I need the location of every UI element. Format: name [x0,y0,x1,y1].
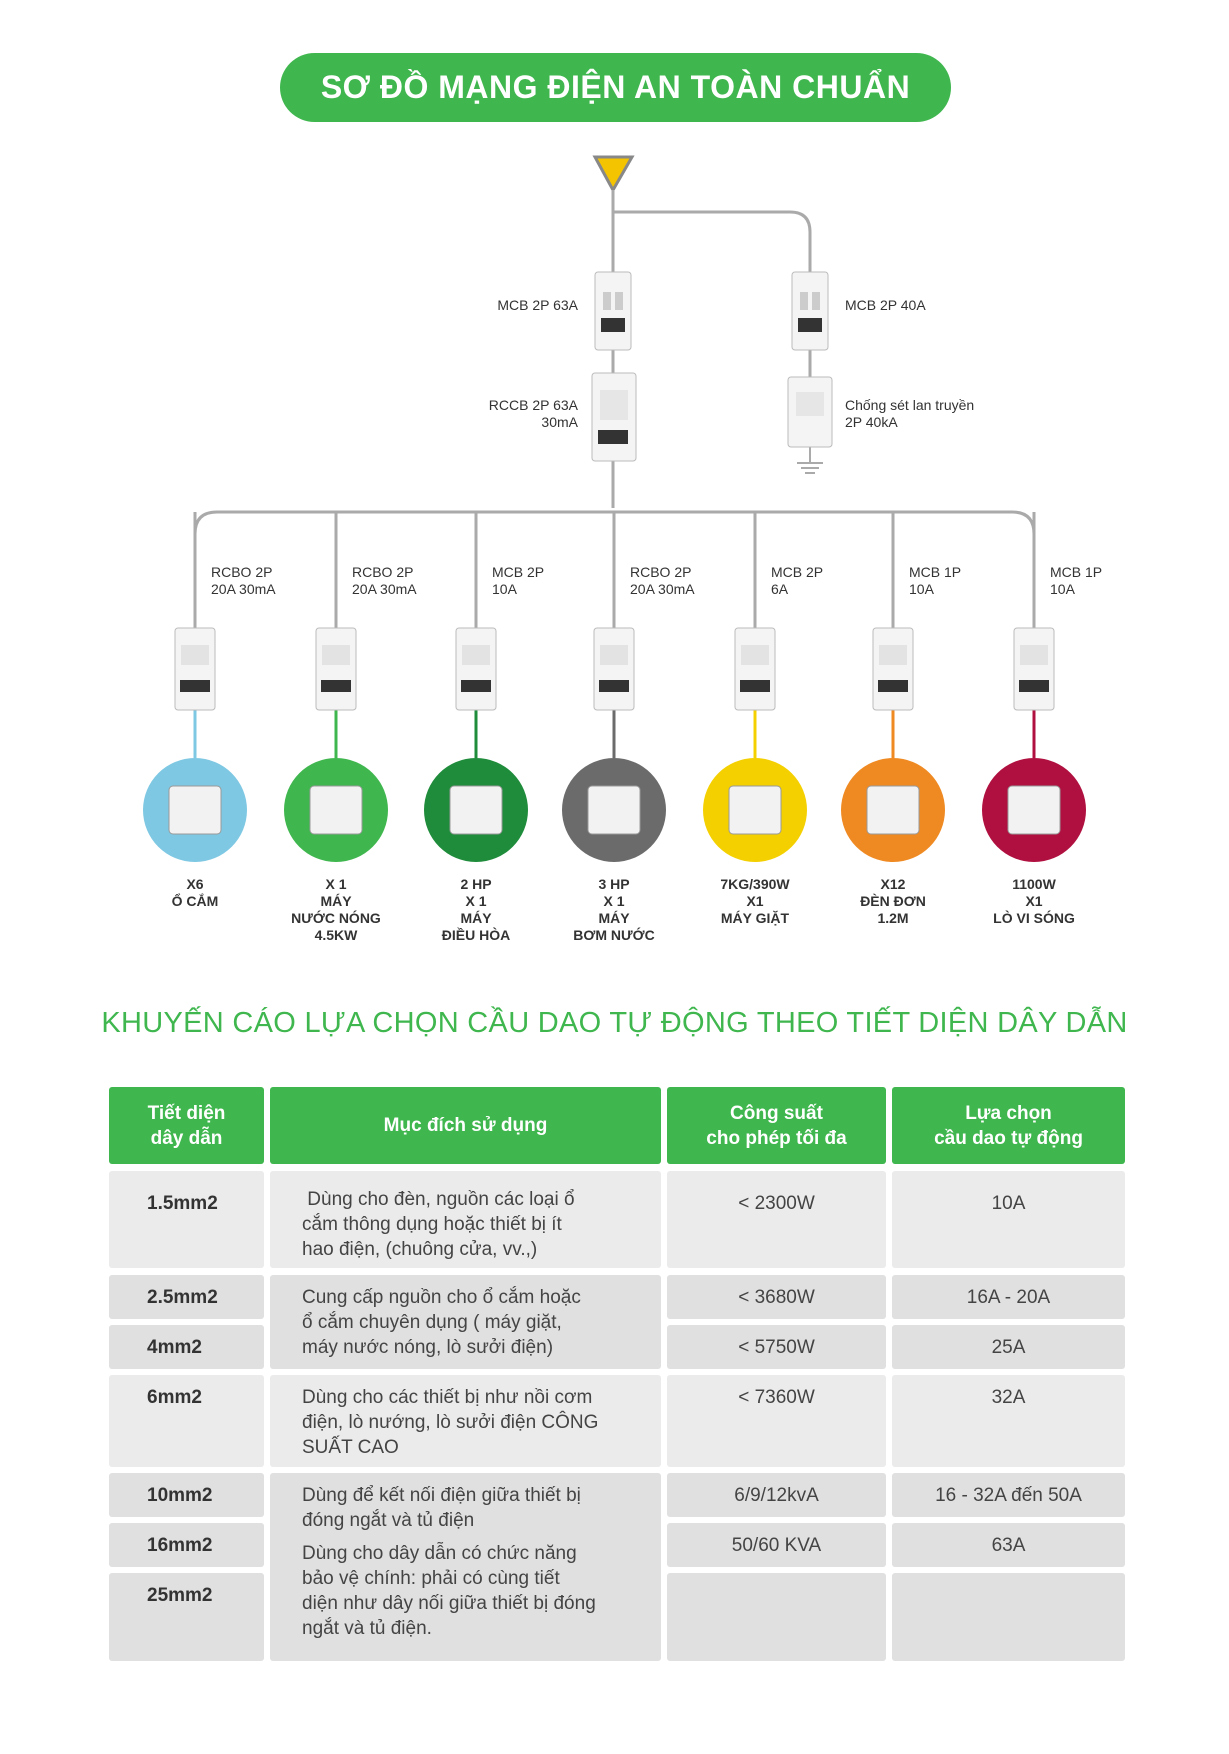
device-label-line: X12 [880,876,906,892]
table-cell-breaker: 63A [892,1523,1125,1567]
branch-breaker-icon [594,628,634,710]
branch-breaker-icon [456,628,496,710]
device-label [549,876,679,944]
table-cell-size: 25mm2 [109,1573,264,1661]
breaker-terminal [1019,680,1049,692]
section-title: KHUYẾN CÁO LỰA CHỌN CẦU DAO TỰ ĐỘNG THEO TIẾT DIỆN DÂY DẪN [101,1007,1128,1039]
device-label-line: 7KG/390W [720,876,790,892]
branch-breaker-label-line1: RCBO 2P [630,564,692,580]
table-cell-power: < 2300W [667,1171,886,1268]
surge-label-line2: 2P 40kA [845,414,898,430]
device-label [690,876,820,927]
device-label-line: X1 [1025,893,1043,909]
device-label-line: 3 HP [598,876,630,892]
breaker-toggle [879,645,907,665]
page-title: SƠ ĐỒ MẠNG ĐIỆN AN TOÀN CHUẨN [280,53,951,122]
breaker-toggle [1020,645,1048,665]
table-cell-size: 1.5mm2 [109,1171,264,1268]
device-label-line: X 1 [603,893,625,909]
device-label-line: MÁY GIẶT [720,910,790,926]
table-cell-breaker: 25A [892,1325,1125,1369]
branch-breaker-label-line1: MCB 1P [909,564,962,580]
table-cell-power [667,1573,886,1661]
table-cell-breaker: 16 - 32A đến 50A [892,1473,1125,1517]
branch-breaker-label-line1: MCB 2P [771,564,824,580]
mcb-surge-icon [792,272,828,350]
branch-breaker-icon [175,628,215,710]
table-cell-purpose: Cung cấp nguồn cho ổ cắm hoặc ổ cắm chuyên dụng ( máy giặt, máy nước nóng, lò sưởi điện) [270,1275,661,1369]
branch-breaker-icon [735,628,775,710]
device-label-line: 1.2M [877,910,909,926]
table-header-breaker: Lựa chọn cầu dao tự động [892,1087,1125,1164]
power-supply-icon [595,157,632,190]
device-label-line: X6 [186,876,204,892]
rccb-label-line2: 30mA [541,414,578,430]
branch-breaker-label-line2: 10A [1050,581,1075,597]
device-label [828,876,958,927]
device-appliance [729,786,781,834]
device-label-line: ĐÈN ĐƠN [860,893,926,909]
branch-breaker-icon [873,628,913,710]
table-cell-purpose-merged [270,1473,661,1661]
device-label-line: X 1 [325,876,347,892]
table-cell-breaker: 16A - 20A [892,1275,1125,1319]
branch-breaker-label-line2: 6A [771,581,789,597]
ground-icon [797,445,823,473]
breaker-terminal [180,680,210,692]
branch-breaker-icon [316,628,356,710]
table-header-power: Công suất cho phép tối đa [667,1087,886,1164]
device-appliance [450,786,502,834]
breaker-terminal [321,680,351,692]
device-label-line: 1100W [1012,876,1056,892]
device-appliance [588,786,640,834]
table-cell-size: 6mm2 [109,1375,264,1467]
device-label-line: MÁY [460,910,492,926]
surge-label-line1: Chống sét lan truyền [845,397,975,413]
branch-breaker-label-line2: 20A 30mA [211,581,276,597]
table-cell-power: < 3680W [667,1275,886,1319]
device-appliance [169,786,221,834]
table-cell-power: 50/60 KVA [667,1523,886,1567]
table-cell-size: 2.5mm2 [109,1275,264,1319]
device-label-line: BƠM NƯỚC [573,927,655,943]
table-cell-power: < 5750W [667,1325,886,1369]
table-cell-purpose: Dùng cho các thiết bị như nồi cơm điện, lò nướng, lò sưởi điện CÔNG SUẤT CAO [270,1375,661,1467]
table-cell-size: 4mm2 [109,1325,264,1369]
breaker-toggle [462,645,490,665]
branch-breaker-label-line1: MCB 2P [492,564,545,580]
table-cell-breaker [892,1573,1125,1661]
branch-breaker-label-line1: RCBO 2P [352,564,414,580]
device-label-line: NƯỚC NÓNG [291,910,381,926]
branch-breaker-label-line1: RCBO 2P [211,564,273,580]
device-label [271,876,401,944]
breaker-terminal [740,680,770,692]
device-label-line: MÁY [598,910,630,926]
device-appliance [1008,786,1060,834]
device-label-line: 4.5KW [314,927,358,943]
breaker-terminal [599,680,629,692]
device-label-line: X 1 [465,893,487,909]
breaker-toggle [322,645,350,665]
device-appliance [310,786,362,834]
table-cell-power: 6/9/12kvA [667,1473,886,1517]
table-cell-purpose: Dùng cho đèn, nguồn các loại ổ cắm thông dụng hoặc thiết bị ít hao điện, (chuông cửa, vv.,) [270,1171,661,1268]
branch-breaker-label-line2: 20A 30mA [352,581,417,597]
breaker-terminal [461,680,491,692]
breaker-toggle [600,645,628,665]
device-label [130,876,260,910]
table-cell-breaker: 32A [892,1375,1125,1467]
table-cell-size: 10mm2 [109,1473,264,1517]
device-label-line: 2 HP [460,876,492,892]
table-header-size: Tiết diện dây dẫn [109,1087,264,1164]
purpose-text: Dùng để kết nối điện giữa thiết bị đóng ngắt và tủ điện [302,1485,581,1531]
device-label-line: X1 [746,893,764,909]
table-cell-size: 16mm2 [109,1523,264,1567]
surge-protector-icon [788,377,832,447]
mcb-main-icon [595,272,631,350]
rccb-label-line1: RCCB 2P 63A [488,397,578,413]
mcb-surge-label: MCB 2P 40A [845,297,926,313]
device-label-line: LÒ VI SÓNG [993,910,1075,926]
mcb-main-label: MCB 2P 63A [497,297,578,313]
device-label-line: Ổ CẮM [171,893,219,909]
branch-breaker-label-line2: 10A [492,581,517,597]
branch-breaker-label-line2: 20A 30mA [630,581,695,597]
breaker-terminal [878,680,908,692]
rccb-main-icon [592,373,636,461]
device-label-line: MÁY [320,893,352,909]
breaker-toggle [181,645,209,665]
branch-breaker-label-line2: 10A [909,581,934,597]
surge-branch-wire [613,212,810,445]
table-header-purpose: Mục đích sử dụng [270,1087,661,1164]
device-appliance [867,786,919,834]
branch-breaker-icon [1014,628,1054,710]
branch-breaker-label-line1: MCB 1P [1050,564,1103,580]
device-label [969,876,1099,927]
table-cell-breaker: 10A [892,1171,1125,1268]
table-cell-power: < 7360W [667,1375,886,1467]
device-label [411,876,541,944]
purpose-text: Dùng cho dây dẫn có chức năng bảo vệ chính: phải có cùng tiết diện như dây nối giữa thiết bị đóng ngắt và tủ điện. [302,1543,596,1639]
device-label-line: ĐIỀU HÒA [441,927,511,943]
breaker-toggle [741,645,769,665]
